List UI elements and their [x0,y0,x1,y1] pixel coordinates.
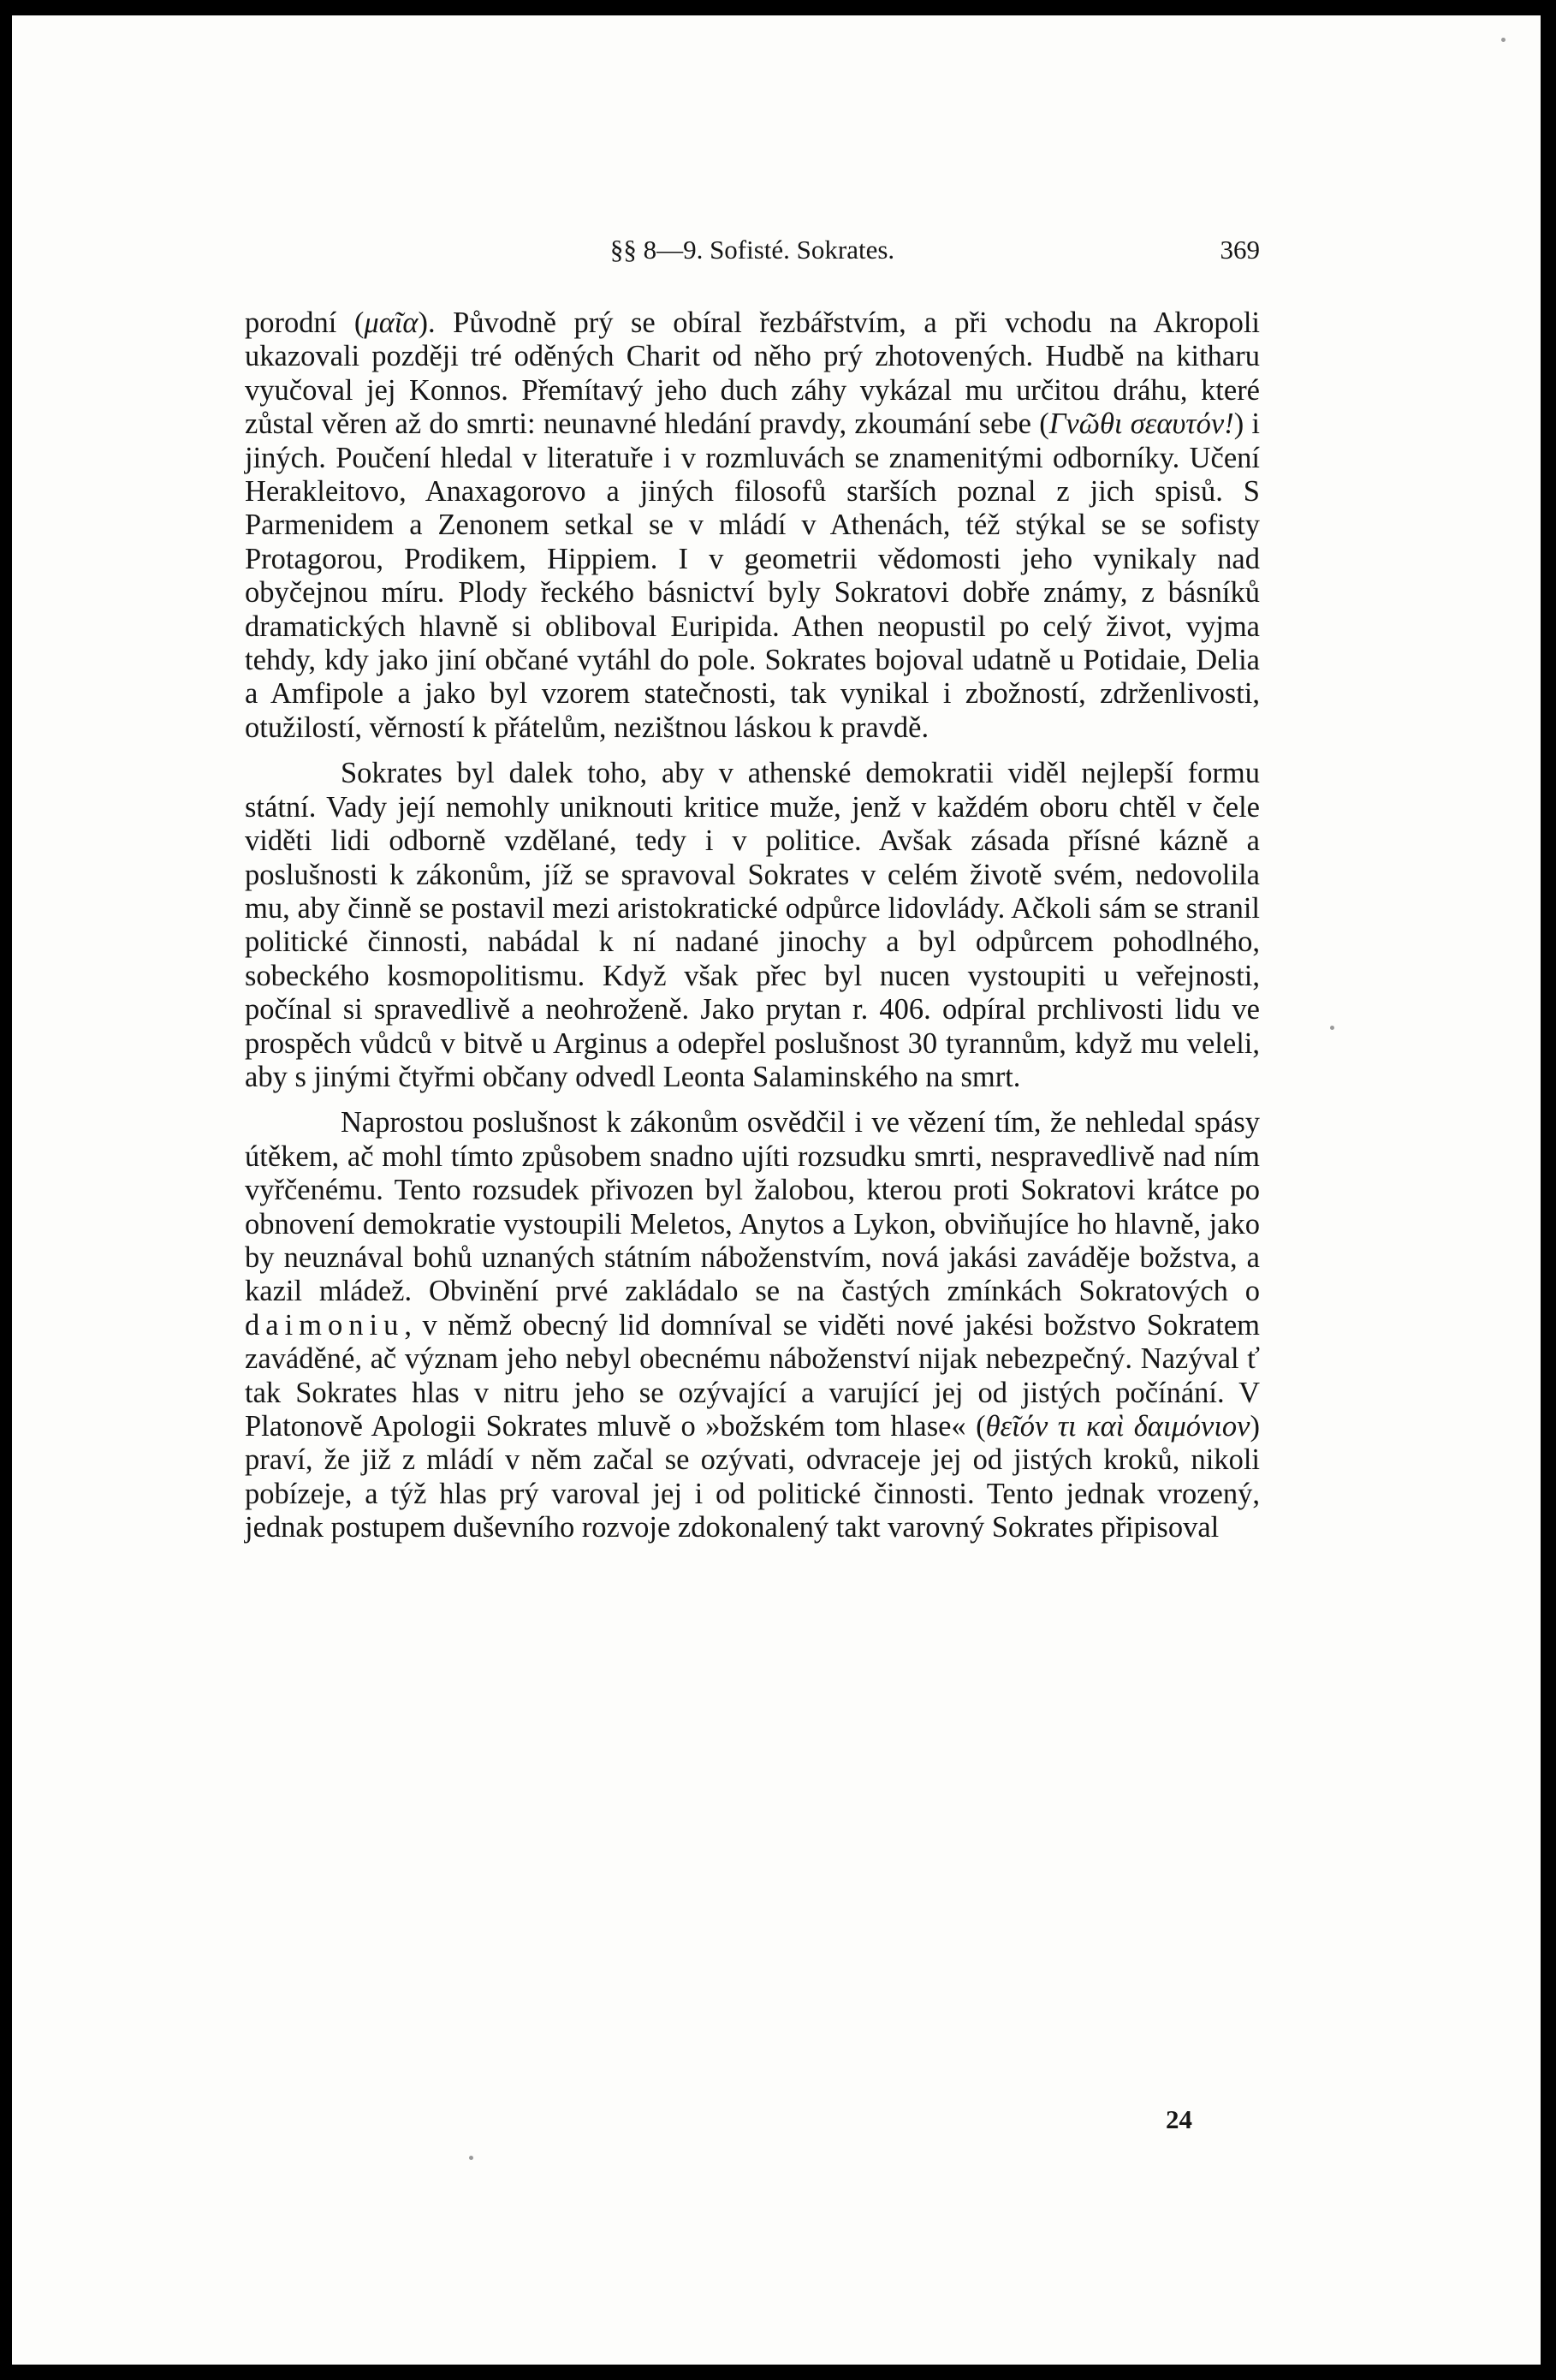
greek-term-maia: μαῖα [364,306,419,339]
chapter-heading: §§ 8—9. Sofisté. Sokrates. [609,235,895,265]
greek-phrase-gnothi-seauton: Γνῶθι σεαυτόν! [1048,408,1234,441]
text-run: Sokrates byl dalek toho, aby v athenské demokratii viděl nejlepší formu státní. Vady její nemohly uniknouti kritice muže, jenž v každém oboru chtěl v čele viděti lidi odborně vzdělané, tedy i v politice. Avšak zásada přísné kázně a poslušnosti k zákonům, jíž se spravoval Sokrates v celém životě svém, nedovolila mu, aby činně se postavil mezi aristokratické odpůrce lidovlády. Ačkoli sám se stranil politické činnosti, nabádal k ní nadané jinochy a byl odpůrcem pohodlného, sobeckého kosmopolitismu. Když však přec byl nucen vystoupiti u veřejnosti, počínal si spravedlivě a neohroženě. Jako prytan r. 406. odpíral prchlivosti lidu ve prospěch vůdců v bitvě u Arginus a odepřel poslušnost 30 tyrannům, když mu veleli, aby s jinými čtyřmi občany odvedl Leonta Salaminského na smrt. [245,757,1260,1093]
signature-mark: 24 [1166,2104,1192,2134]
body-text [245,306,1260,1545]
paper-speck [469,2156,473,2160]
text-run: , v němž obecný lid domníval se viděti nové jakési božstvo Sokratem zaváděné, ač význam jeho nebyl obecnému náboženství nijak nebezpečný. Nazýval ť tak Sokrates hlas v nitru jeho se ozývající a varující jej od jistých počínání. V Platonově Apologii Sokrates mluvě o »božském tom hlase« ( [245,1308,1260,1443]
text-run: porodní ( [245,306,365,339]
greek-phrase-theion-ti: θεῖόν τι καὶ δαιμόνιον [985,1410,1250,1443]
running-head [245,229,1260,276]
paragraph-3 [245,1106,1260,1544]
text-run: ) i jiných. Poučení hledal v literatuře i v rozmluvách se znamenitými odborníky. Učení Herakleitovo, Anaxagorovo a jiných filosofů starších poznal z jich spisů. S Parmenidem a Zenonem setkal se v mládí v Athenách, též stýkal se se sofisty Protagorou, Prodikem, Hippiem. I v geometrii vědomosti jeho vynikaly nad obyčejnou míru. Plody řeckého básnictví byly Sokratovi dobře známy, z básníků dramatických hlavně si obliboval Euripida. Athen neopustil po celý život, vyjma tehdy, kdy jako jiní občané vytáhl do pole. Sokrates bojoval udatně u Potidaie, Delia a Amfipole a jako byl vzorem statečnosti, tak vynikal i zbožností, zdrženlivosti, otužilostí, věrností k přátelům, nezištnou láskou k pravdě. [245,408,1260,744]
text-run: Naprostou poslušnost k zákonům osvědčil i ve vězení tím, že nehledal spásy útěkem, ač mohl tímto způsobem snadno ujíti rozsudku smrti, nespravedlivě nad ním vyřčenému. Tento rozsudek přivozen byl žalobou, kterou proti Sokratovi krátce po obnovení demokratie vystoupili Meletos, Anytos a Lykon, obviňujíce ho hlavně, jako by neuznával bohů uznaných státním náboženstvím, nová jakási zaváděje božstva, a kazil mládež. Obvinění prvé zakládalo se na častých zmínkách Sokratových o [245,1106,1260,1308]
paragraph-1 [245,306,1260,745]
book-page [12,15,1541,2365]
text-run: ) praví, že již z mládí v něm začal se ozývati, odvraceje jej od jistých kroků, nikoli pobízeje, a týž hlas prý varoval jej i od politické činnosti. Tento jednak vrozený, jednak postupem duševního rozvoje zdokonalený takt varovný Sokrates připisoval [245,1410,1260,1544]
page-number: 369 [1220,235,1260,265]
spaced-term-daimoniu: daimoniu [245,1308,405,1342]
paper-speck [1330,1026,1334,1030]
paper-speck [1501,38,1506,42]
text-run: ). Původně prý se obíral řezbářstvím, a při vchodu na Akropoli ukazovali později tré oděných Charit od něho prý zhotovených. Hudbě na kitharu vyučoval jej Konnos. Přemítavý jeho duch záhy vykázal mu určitou dráhu, které zůstal věren až do smrti: neunavné hledání pravdy, zkoumání sebe ( [245,306,1260,441]
paragraph-2 [245,757,1260,1094]
